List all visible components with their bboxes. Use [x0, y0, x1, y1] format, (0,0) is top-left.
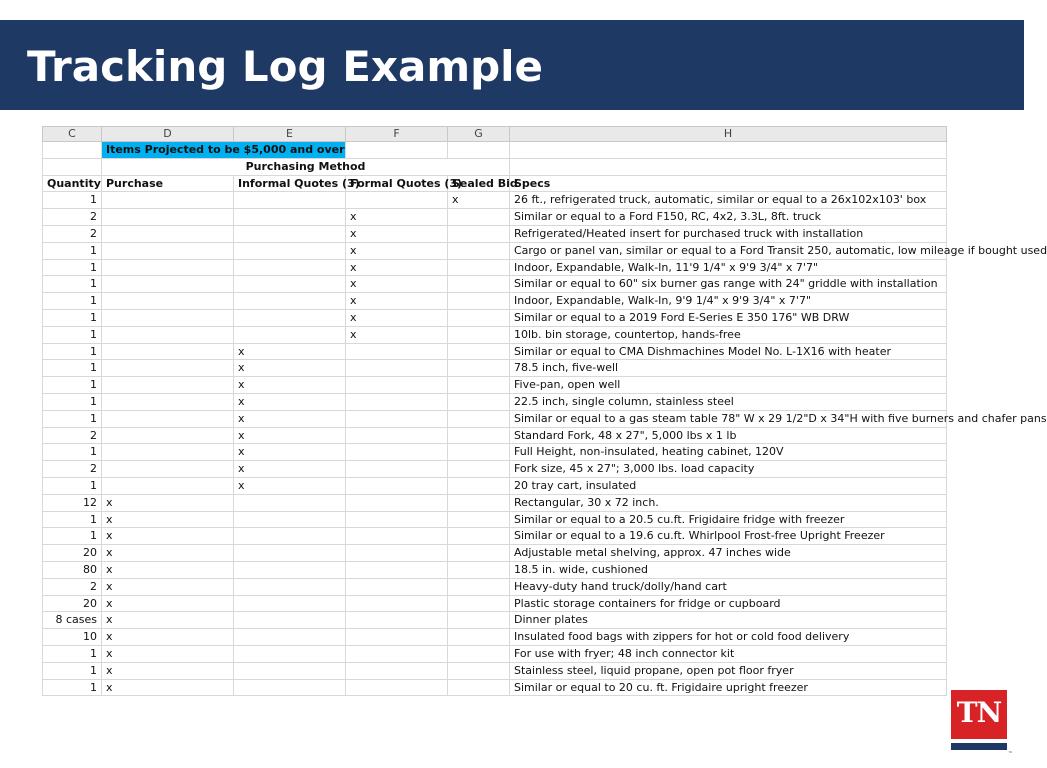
sealed-bid-cell[interactable] — [448, 377, 510, 394]
purchase-cell[interactable] — [102, 377, 234, 394]
specs-cell[interactable]: Similar or equal to a 19.6 cu.ft. Whirlpool Frost-free Upright Freezer — [510, 528, 947, 545]
specs-cell[interactable]: Insulated food bags with zippers for hot or cold food delivery — [510, 629, 947, 646]
header-purchase[interactable]: Purchase — [102, 175, 234, 192]
purchase-cell[interactable] — [102, 343, 234, 360]
header-sealed-bid[interactable]: Sealed Bid — [448, 175, 510, 192]
table-row — [43, 629, 947, 646]
cell[interactable] — [43, 158, 102, 175]
specs-cell[interactable]: 18.5 in. wide, cushioned — [510, 561, 947, 578]
formal-quotes-cell[interactable] — [346, 360, 448, 377]
purchase-cell[interactable] — [102, 477, 234, 494]
table-row — [43, 360, 947, 377]
formal-quotes-cell[interactable] — [346, 662, 448, 679]
group-header-row — [43, 158, 947, 175]
sealed-bid-cell[interactable]: x — [448, 192, 510, 209]
table-row — [43, 309, 947, 326]
sealed-bid-cell[interactable] — [448, 494, 510, 511]
formal-quotes-cell[interactable] — [346, 545, 448, 562]
formal-quotes-cell[interactable] — [346, 410, 448, 427]
purchase-cell[interactable] — [102, 293, 234, 310]
purchase-cell[interactable] — [102, 309, 234, 326]
quantity-cell[interactable]: 1 — [43, 309, 102, 326]
quantity-cell[interactable]: 1 — [43, 410, 102, 427]
formal-quotes-cell[interactable] — [346, 595, 448, 612]
purchase-cell[interactable]: x — [102, 645, 234, 662]
table-row — [43, 679, 947, 696]
quantity-cell[interactable]: 1 — [43, 343, 102, 360]
sealed-bid-cell[interactable] — [448, 612, 510, 629]
specs-cell[interactable]: Fork size, 45 x 27"; 3,000 lbs. load capacity — [510, 461, 947, 478]
informal-quotes-cell[interactable] — [234, 645, 346, 662]
table-row — [43, 427, 947, 444]
specs-cell[interactable]: 26 ft., refrigerated truck, automatic, similar or equal to a 26x102x103' box — [510, 192, 947, 209]
purchase-cell[interactable]: x — [102, 662, 234, 679]
sealed-bid-cell[interactable] — [448, 293, 510, 310]
purchase-cell[interactable] — [102, 410, 234, 427]
purchase-cell[interactable] — [102, 225, 234, 242]
formal-quotes-cell[interactable] — [346, 444, 448, 461]
purchase-cell[interactable]: x — [102, 679, 234, 696]
spreadsheet — [42, 126, 1047, 696]
purchase-cell[interactable]: x — [102, 629, 234, 646]
header-quantity[interactable]: Quantity — [43, 175, 102, 192]
header-informal-quotes[interactable]: Informal Quotes (3) — [234, 175, 346, 192]
quantity-cell[interactable]: 10 — [43, 629, 102, 646]
sealed-bid-cell[interactable] — [448, 545, 510, 562]
formal-quotes-cell[interactable] — [346, 477, 448, 494]
table-row — [43, 276, 947, 293]
quantity-cell[interactable]: 12 — [43, 494, 102, 511]
table-row — [43, 561, 947, 578]
sealed-bid-cell[interactable] — [448, 259, 510, 276]
quantity-cell[interactable]: 1 — [43, 192, 102, 209]
table-row — [43, 578, 947, 595]
column-letter-h[interactable]: H — [510, 127, 947, 142]
logo-band — [951, 743, 1007, 750]
table-row — [43, 259, 947, 276]
quantity-cell[interactable]: 2 — [43, 461, 102, 478]
sealed-bid-cell[interactable] — [448, 393, 510, 410]
table-row — [43, 528, 947, 545]
specs-cell[interactable]: Stainless steel, liquid propane, open pot floor fryer — [510, 662, 947, 679]
table-row — [43, 225, 947, 242]
purchase-cell[interactable]: x — [102, 494, 234, 511]
informal-quotes-cell[interactable]: x — [234, 477, 346, 494]
formal-quotes-cell[interactable] — [346, 511, 448, 528]
informal-quotes-cell[interactable] — [234, 293, 346, 310]
informal-quotes-cell[interactable] — [234, 225, 346, 242]
sealed-bid-cell[interactable] — [448, 242, 510, 259]
table-row — [43, 393, 947, 410]
table-row — [43, 242, 947, 259]
sealed-bid-cell[interactable] — [448, 645, 510, 662]
purchase-cell[interactable] — [102, 209, 234, 226]
purchase-cell[interactable] — [102, 276, 234, 293]
specs-cell[interactable]: Rectangular, 30 x 72 inch. — [510, 494, 947, 511]
specs-cell[interactable]: 78.5 inch, five-well — [510, 360, 947, 377]
sealed-bid-cell[interactable] — [448, 578, 510, 595]
slide-title: Tracking Log Example — [27, 42, 544, 91]
quantity-cell[interactable]: 1 — [43, 293, 102, 310]
column-letter-d[interactable]: D — [102, 127, 234, 142]
informal-quotes-cell[interactable] — [234, 629, 346, 646]
quantity-cell[interactable]: 1 — [43, 360, 102, 377]
table-row — [43, 293, 947, 310]
sealed-bid-cell[interactable] — [448, 477, 510, 494]
table-row — [43, 645, 947, 662]
formal-quotes-cell[interactable]: x — [346, 276, 448, 293]
sealed-bid-cell[interactable] — [448, 343, 510, 360]
cell[interactable] — [510, 158, 947, 175]
table-row — [43, 192, 947, 209]
sealed-bid-cell[interactable] — [448, 629, 510, 646]
specs-cell[interactable]: Similar or equal to a gas steam table 78" W x 29 1/2"D x 34"H with five burners and chafer pans — [510, 410, 947, 427]
purchase-cell[interactable] — [102, 242, 234, 259]
informal-quotes-cell[interactable] — [234, 276, 346, 293]
purchase-cell[interactable]: x — [102, 578, 234, 595]
specs-cell[interactable]: 10lb. bin storage, countertop, hands-free — [510, 326, 947, 343]
cell[interactable] — [43, 142, 102, 159]
informal-quotes-cell[interactable] — [234, 545, 346, 562]
table-row — [43, 477, 947, 494]
sealed-bid-cell[interactable] — [448, 444, 510, 461]
specs-cell[interactable]: Dinner plates — [510, 612, 947, 629]
sealed-bid-cell[interactable] — [448, 561, 510, 578]
column-letter-row — [43, 127, 947, 142]
sealed-bid-cell[interactable] — [448, 360, 510, 377]
purchase-cell[interactable]: x — [102, 511, 234, 528]
quantity-cell[interactable]: 1 — [43, 662, 102, 679]
informal-quotes-cell[interactable]: x — [234, 444, 346, 461]
quantity-cell[interactable]: 1 — [43, 377, 102, 394]
specs-cell[interactable]: 22.5 inch, single column, stainless steel — [510, 393, 947, 410]
specs-cell[interactable]: Similar or equal to a Ford F150, RC, 4x2, 3.3L, 8ft. truck — [510, 209, 947, 226]
informal-quotes-cell[interactable] — [234, 595, 346, 612]
formal-quotes-cell[interactable]: x — [346, 259, 448, 276]
purchase-cell[interactable] — [102, 259, 234, 276]
quantity-cell[interactable]: 1 — [43, 259, 102, 276]
header-row — [43, 175, 947, 192]
specs-cell[interactable]: Similar or equal to 20 cu. ft. Frigidaire upright freezer — [510, 679, 947, 696]
informal-quotes-cell[interactable]: x — [234, 427, 346, 444]
column-letter-e[interactable]: E — [234, 127, 346, 142]
formal-quotes-cell[interactable] — [346, 528, 448, 545]
sealed-bid-cell[interactable] — [448, 595, 510, 612]
quantity-cell[interactable]: 1 — [43, 242, 102, 259]
informal-quotes-cell[interactable] — [234, 242, 346, 259]
quantity-cell[interactable]: 2 — [43, 578, 102, 595]
column-letter-g[interactable]: G — [448, 127, 510, 142]
table-row — [43, 545, 947, 562]
informal-quotes-cell[interactable] — [234, 259, 346, 276]
informal-quotes-cell[interactable] — [234, 494, 346, 511]
formal-quotes-cell[interactable] — [346, 192, 448, 209]
formal-quotes-cell[interactable] — [346, 461, 448, 478]
formal-quotes-cell[interactable] — [346, 679, 448, 696]
purchasing-method-header[interactable]: Purchasing Method — [102, 158, 510, 175]
title-bar — [0, 20, 1024, 110]
formal-quotes-cell[interactable]: x — [346, 209, 448, 226]
specs-cell[interactable]: Standard Fork, 48 x 27", 5,000 lbs x 1 lb — [510, 427, 947, 444]
formal-quotes-cell[interactable] — [346, 494, 448, 511]
purchase-cell[interactable]: x — [102, 545, 234, 562]
formal-quotes-cell[interactable] — [346, 612, 448, 629]
sealed-bid-cell[interactable] — [448, 427, 510, 444]
informal-quotes-cell[interactable]: x — [234, 393, 346, 410]
header-formal-quotes[interactable]: Formal Quotes (3) — [346, 175, 448, 192]
specs-cell[interactable]: Indoor, Expandable, Walk-In, 9'9 1/4" x 9'9 3/4" x 7'7" — [510, 293, 947, 310]
specs-cell[interactable]: Adjustable metal shelving, approx. 47 inches wide — [510, 545, 947, 562]
informal-quotes-cell[interactable] — [234, 662, 346, 679]
sealed-bid-cell[interactable] — [448, 679, 510, 696]
quantity-cell[interactable]: 2 — [43, 209, 102, 226]
formal-quotes-cell[interactable] — [346, 343, 448, 360]
informal-quotes-cell[interactable] — [234, 679, 346, 696]
formal-quotes-cell[interactable] — [346, 578, 448, 595]
table-row — [43, 595, 947, 612]
table-row — [43, 494, 947, 511]
specs-cell[interactable]: Similar or equal to a 20.5 cu.ft. Frigidaire fridge with freezer — [510, 511, 947, 528]
specs-cell[interactable]: Refrigerated/Heated insert for purchased truck with installation — [510, 225, 947, 242]
banner-cell[interactable]: Items Projected to be $5,000 and over — [102, 142, 346, 159]
quantity-cell[interactable]: 1 — [43, 645, 102, 662]
purchase-cell[interactable] — [102, 444, 234, 461]
sealed-bid-cell[interactable] — [448, 410, 510, 427]
sealed-bid-cell[interactable] — [448, 461, 510, 478]
specs-cell[interactable]: Cargo or panel van, similar or equal to a Ford Transit 250, automatic, low mileage if bought used — [510, 242, 947, 259]
table-row — [43, 326, 947, 343]
formal-quotes-cell[interactable]: x — [346, 309, 448, 326]
specs-cell[interactable]: Heavy-duty hand truck/dolly/hand cart — [510, 578, 947, 595]
specs-cell[interactable]: Five-pan, open well — [510, 377, 947, 394]
informal-quotes-cell[interactable] — [234, 578, 346, 595]
table-row — [43, 662, 947, 679]
cell[interactable] — [448, 142, 510, 159]
sealed-bid-cell[interactable] — [448, 276, 510, 293]
informal-quotes-cell[interactable] — [234, 528, 346, 545]
informal-quotes-cell[interactable] — [234, 309, 346, 326]
tracking-log-table — [42, 126, 1047, 696]
column-letter-f[interactable]: F — [346, 127, 448, 142]
purchase-cell[interactable] — [102, 326, 234, 343]
formal-quotes-cell[interactable]: x — [346, 326, 448, 343]
table-row — [43, 444, 947, 461]
quantity-cell[interactable]: 1 — [43, 511, 102, 528]
sealed-bid-cell[interactable] — [448, 326, 510, 343]
informal-quotes-cell[interactable] — [234, 612, 346, 629]
banner-row — [43, 142, 947, 159]
quantity-cell[interactable]: 1 — [43, 326, 102, 343]
quantity-cell[interactable]: 1 — [43, 444, 102, 461]
sealed-bid-cell[interactable] — [448, 662, 510, 679]
quantity-cell[interactable]: 80 — [43, 561, 102, 578]
specs-cell[interactable]: Plastic storage containers for fridge or cupboard — [510, 595, 947, 612]
specs-cell[interactable]: 20 tray cart, insulated — [510, 477, 947, 494]
table-row — [43, 209, 947, 226]
tn-logo — [951, 690, 1007, 750]
formal-quotes-cell[interactable]: x — [346, 293, 448, 310]
quantity-cell[interactable]: 1 — [43, 393, 102, 410]
purchase-cell[interactable]: x — [102, 561, 234, 578]
specs-cell[interactable]: Indoor, Expandable, Walk-In, 11'9 1/4" x 9'9 3/4" x 7'7" — [510, 259, 947, 276]
quantity-cell[interactable]: 1 — [43, 679, 102, 696]
table-row — [43, 511, 947, 528]
informal-quotes-cell[interactable] — [234, 192, 346, 209]
formal-quotes-cell[interactable] — [346, 393, 448, 410]
quantity-cell[interactable]: 2 — [43, 427, 102, 444]
table-row — [43, 410, 947, 427]
informal-quotes-cell[interactable]: x — [234, 377, 346, 394]
quantity-cell[interactable]: 1 — [43, 276, 102, 293]
formal-quotes-cell[interactable] — [346, 377, 448, 394]
sealed-bid-cell[interactable] — [448, 209, 510, 226]
formal-quotes-cell[interactable] — [346, 561, 448, 578]
table-row — [43, 377, 947, 394]
tn-logo-text: TN — [956, 696, 1002, 729]
purchase-cell[interactable]: x — [102, 612, 234, 629]
purchase-cell[interactable] — [102, 461, 234, 478]
informal-quotes-cell[interactable] — [234, 511, 346, 528]
table-row — [43, 343, 947, 360]
informal-quotes-cell[interactable] — [234, 209, 346, 226]
specs-cell[interactable]: Similar or equal to 60" six burner gas range with 24" griddle with installation — [510, 276, 947, 293]
informal-quotes-cell[interactable] — [234, 326, 346, 343]
informal-quotes-cell[interactable] — [234, 561, 346, 578]
informal-quotes-cell[interactable]: x — [234, 343, 346, 360]
specs-cell[interactable]: Similar or equal to a 2019 Ford E-Series E 350 176" WB DRW — [510, 309, 947, 326]
specs-cell[interactable]: For use with fryer; 48 inch connector kit — [510, 645, 947, 662]
informal-quotes-cell[interactable]: x — [234, 410, 346, 427]
table-row — [43, 461, 947, 478]
informal-quotes-cell[interactable]: x — [234, 461, 346, 478]
cell[interactable] — [510, 142, 947, 159]
header-specs[interactable]: Specs — [510, 175, 947, 192]
specs-cell[interactable]: Similar or equal to CMA Dishmachines Model No. L-1X16 with heater — [510, 343, 947, 360]
specs-cell[interactable]: Full Height, non-insulated, heating cabinet, 120V — [510, 444, 947, 461]
purchase-cell[interactable]: x — [102, 595, 234, 612]
sealed-bid-cell[interactable] — [448, 511, 510, 528]
cell[interactable] — [346, 142, 448, 159]
sealed-bid-cell[interactable] — [448, 225, 510, 242]
formal-quotes-cell[interactable] — [346, 629, 448, 646]
quantity-cell[interactable]: 1 — [43, 477, 102, 494]
purchase-cell[interactable] — [102, 393, 234, 410]
quantity-cell[interactable]: 1 — [43, 528, 102, 545]
formal-quotes-cell[interactable]: x — [346, 225, 448, 242]
informal-quotes-cell[interactable]: x — [234, 360, 346, 377]
quantity-cell[interactable]: 20 — [43, 595, 102, 612]
quantity-cell[interactable]: 20 — [43, 545, 102, 562]
trademark-mark: ™ — [1008, 751, 1013, 757]
formal-quotes-cell[interactable]: x — [346, 242, 448, 259]
table-row — [43, 612, 947, 629]
sealed-bid-cell[interactable] — [448, 309, 510, 326]
purchase-cell[interactable] — [102, 427, 234, 444]
formal-quotes-cell[interactable] — [346, 645, 448, 662]
column-letter-c[interactable]: C — [43, 127, 102, 142]
purchase-cell[interactable] — [102, 192, 234, 209]
purchase-cell[interactable]: x — [102, 528, 234, 545]
formal-quotes-cell[interactable] — [346, 427, 448, 444]
purchase-cell[interactable] — [102, 360, 234, 377]
sealed-bid-cell[interactable] — [448, 528, 510, 545]
quantity-cell[interactable]: 8 cases — [43, 612, 102, 629]
quantity-cell[interactable]: 2 — [43, 225, 102, 242]
